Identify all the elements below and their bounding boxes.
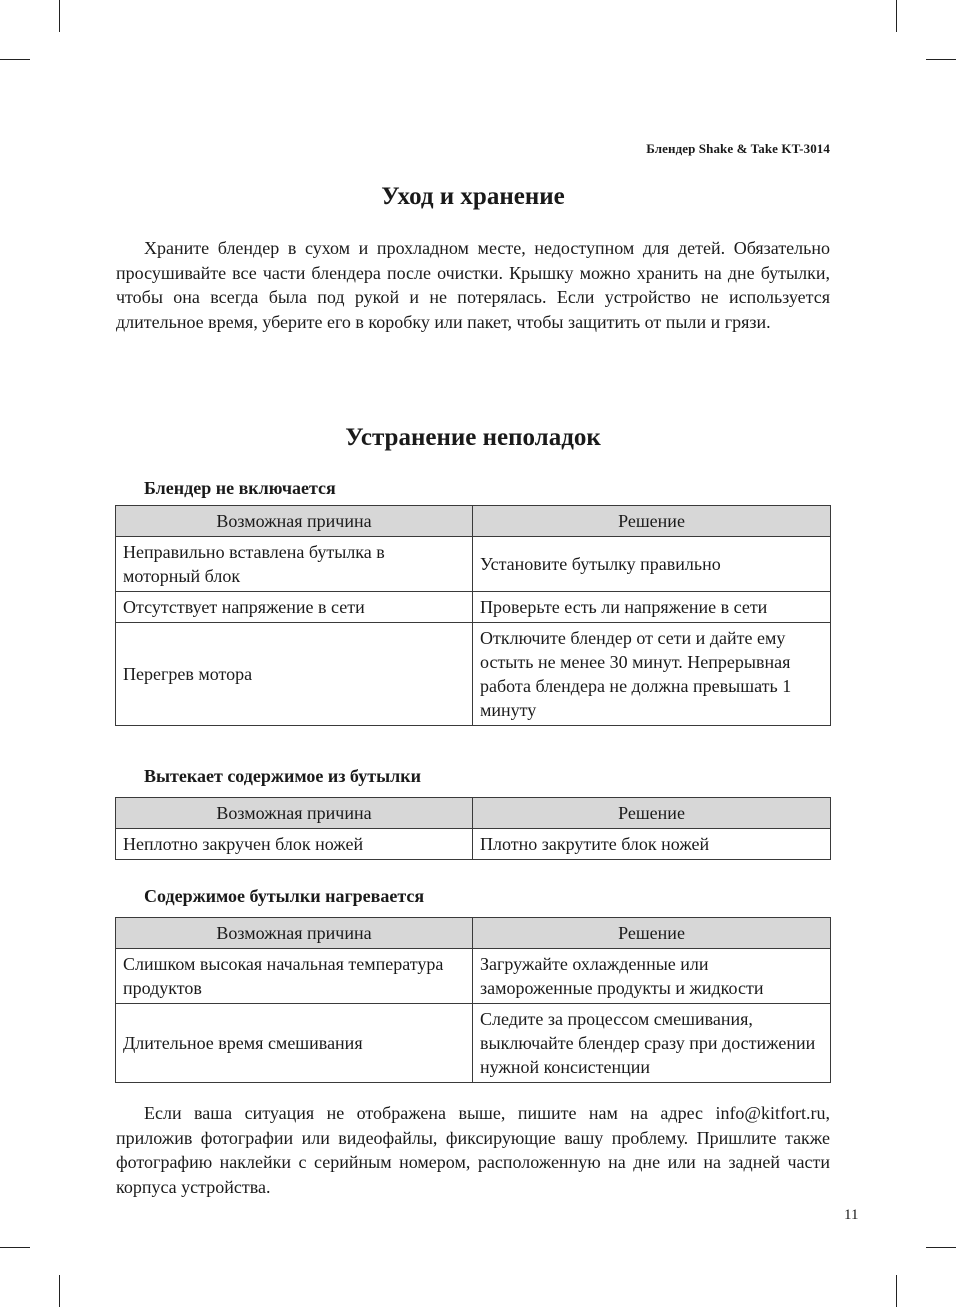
cause-cell: Длительное время смешивания: [116, 1004, 473, 1083]
page-number: 11: [844, 1207, 859, 1223]
table-row: [116, 592, 831, 623]
section-heading: Блендер не включается: [144, 478, 336, 498]
solution-cell: Следите за процессом смешивания, выключайте блендер сразу при достижении нужной консистенции: [473, 1004, 831, 1083]
crop-mark: [896, 0, 897, 32]
column-header-cause: Возможная причина: [116, 918, 473, 949]
solution-cell: Установите бутылку правильно: [473, 537, 831, 592]
troubleshooting-table: [115, 797, 831, 860]
solution-cell: Отключите блендер от сети и дайте ему остыть не менее 30 минут. Непрерывная работа блендера не должна превышать 1 минуту: [473, 623, 831, 726]
cause-cell: Слишком высокая начальная температура продуктов: [116, 949, 473, 1004]
solution-cell: Загружайте охлажденные или замороженные продукты и жидкости: [473, 949, 831, 1004]
crop-mark: [896, 1275, 897, 1307]
crop-mark: [59, 1275, 60, 1307]
crop-mark: [59, 0, 60, 32]
troubleshooting-table: [115, 917, 831, 1083]
cause-cell: Неплотно закручен блок ножей: [116, 829, 473, 860]
running-header: Блендер Shake & Take KT-3014: [646, 141, 830, 156]
table-row: [116, 1004, 831, 1083]
care-paragraph: Храните блендер в сухом и прохладном месте, недоступном для детей. Обязательно просушивайте все части блендера после очистки. Крышку можно хранить на дне бутылки, чтобы она всегда была под рукой и не потерялась. Если устройство не используется длительное время, уберите его в коробку или пакет, чтобы защитить от пыли и грязи.: [116, 238, 830, 332]
crop-mark: [0, 1247, 30, 1248]
column-header-solution: Решение: [473, 798, 831, 829]
crop-mark: [926, 59, 956, 60]
crop-mark: [0, 59, 30, 60]
solution-cell: Плотно закрутите блок ножей: [473, 829, 831, 860]
table-header-row: [116, 798, 831, 829]
cause-cell: Перегрев мотора: [116, 623, 473, 726]
contact-paragraph: Если ваша ситуация не отображена выше, пишите нам на адрес info@kitfort.ru, приложив фотографии или видеофайлы, фиксирующие вашу проблему. Пришлите также фотографию наклейки с серийным номером, расположенную на дне или на задней части корпуса устройства.: [116, 1103, 830, 1197]
column-header-solution: Решение: [473, 506, 831, 537]
column-header-cause: Возможная причина: [116, 506, 473, 537]
section-heading: Вытекает содержимое из бутылки: [144, 766, 421, 786]
troubleshooting-table: [115, 505, 831, 726]
table-header-row: [116, 918, 831, 949]
cause-cell: Отсутствует напряжение в сети: [116, 592, 473, 623]
table-row: [116, 829, 831, 860]
table-row: [116, 623, 831, 726]
table-header-row: [116, 506, 831, 537]
crop-mark: [926, 1247, 956, 1248]
table-row: [116, 537, 831, 592]
care-title: Уход и хранение: [381, 183, 565, 210]
solution-cell: Проверьте есть ли напряжение в сети: [473, 592, 831, 623]
section-heading: Содержимое бутылки нагревается: [144, 886, 425, 906]
cause-cell: Неправильно вставлена бутылка в моторный блок: [116, 537, 473, 592]
table-row: [116, 949, 831, 1004]
column-header-solution: Решение: [473, 918, 831, 949]
column-header-cause: Возможная причина: [116, 798, 473, 829]
troubleshooting-title: Устранение неполадок: [345, 424, 601, 451]
